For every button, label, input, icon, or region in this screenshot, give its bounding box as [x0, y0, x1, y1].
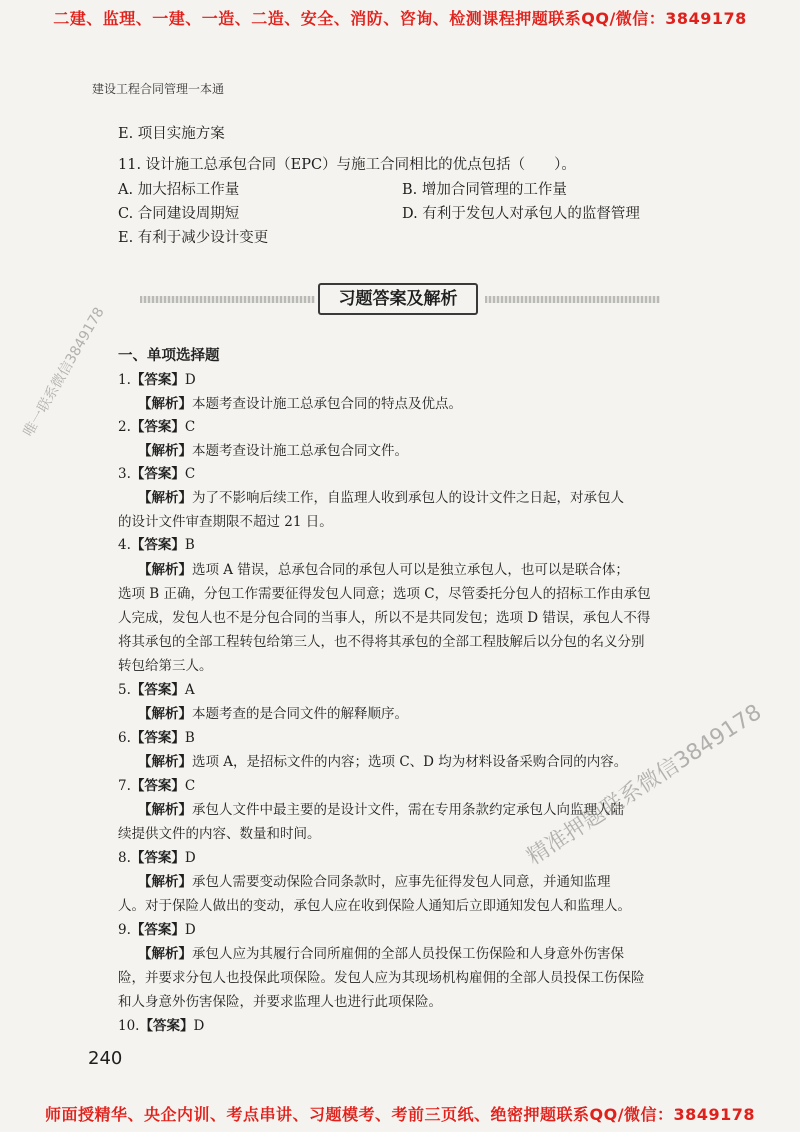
option-a: A. 加大招标工作量: [118, 182, 240, 198]
answer-label: 【答案】: [139, 1018, 194, 1034]
option-c: C. 合同建设周期短: [118, 206, 240, 222]
running-head: 建设工程合同管理一本通: [92, 82, 225, 96]
answer-line: [118, 535, 195, 555]
analysis-text: 选项 A 错误，总承包合同的承包人可以是独立承包人，也可以是联合体；: [192, 562, 629, 578]
analysis-line: [138, 752, 627, 772]
analysis-label: 【解析】: [138, 706, 192, 722]
analysis-label: 【解析】: [138, 443, 192, 459]
analysis-label: 【解析】: [138, 396, 192, 412]
top-ad-banner: 二建、监理、一建、一造、二造、安全、消防、咨询、检测课程押题联系QQ/微信：3849178: [53, 9, 747, 28]
analysis-continuation: 人。对于保险人做出的变动，承包人应在收到保险人通知后立即通知发包人和监理人。: [118, 898, 631, 914]
item-number: 6.: [118, 730, 131, 746]
subsection-title: 一、单项选择题: [118, 347, 220, 364]
item-number: 7.: [118, 778, 131, 794]
watermark-right: 精准押题联系微信3849178: [522, 699, 767, 871]
analysis-line: [138, 944, 624, 964]
item-number: 1.: [118, 372, 131, 388]
item-number: 8.: [118, 850, 131, 866]
answer-line: [118, 848, 196, 868]
analysis-line: [138, 394, 462, 414]
answer-line: [118, 680, 195, 700]
analysis-text: 承包人需要变动保险合同条款时，应事先征得发包人同意，并通知监理: [192, 874, 611, 890]
analysis-text: 承包人文件中最主要的是设计文件，需在专用条款约定承包人向监理人陆: [192, 802, 624, 818]
analysis-line: [138, 441, 408, 461]
answer-value: A: [184, 682, 195, 698]
analysis-label: 【解析】: [138, 562, 192, 578]
analysis-text: 本题考查的是合同文件的解释顺序。: [192, 706, 408, 722]
answer-value: D: [193, 1018, 205, 1034]
analysis-text: 本题考查设计施工总承包合同文件。: [192, 443, 408, 459]
answer-value: C: [184, 466, 196, 482]
page-number: 240: [88, 1048, 123, 1069]
analysis-label: 【解析】: [138, 490, 192, 506]
analysis-label: 【解析】: [138, 874, 192, 890]
answer-value: C: [184, 778, 196, 794]
answer-line: [118, 417, 195, 437]
item-number: 2.: [118, 419, 131, 435]
answer-line: [118, 1016, 204, 1036]
analysis-text: 承包人应为其履行合同所雇佣的全部人员投保工伤保险和人身意外伤害保: [192, 946, 624, 962]
answer-label: 【答案】: [130, 922, 185, 938]
answer-label: 【答案】: [130, 850, 185, 866]
analysis-line: [138, 488, 624, 508]
option-e: E. 有利于减少设计变更: [118, 230, 269, 246]
answer-value: D: [184, 922, 196, 938]
item-number: 9.: [118, 922, 131, 938]
question-stem: 11. 设计施工总承包合同（EPC）与施工合同相比的优点包括（ ）。: [118, 157, 576, 173]
answer-value: D: [184, 850, 196, 866]
analysis-continuation: 人完成，发包人也不是分包合同的当事人，所以不是共同发包；选项 D 错误，承包人不得: [118, 610, 651, 626]
answer-value: D: [184, 372, 196, 388]
decorative-rule-right: [485, 296, 660, 303]
answer-label: 【答案】: [130, 419, 185, 435]
answer-line: [118, 920, 196, 940]
answer-line: [118, 464, 195, 484]
answer-value: B: [184, 537, 195, 553]
analysis-text: 选项 A，是招标文件的内容；选项 C、D 均为材料设备采购合同的内容。: [192, 754, 628, 770]
analysis-line: [138, 800, 624, 820]
answer-label: 【答案】: [130, 537, 185, 553]
answer-label: 【答案】: [130, 682, 185, 698]
decorative-rule-left: [140, 296, 315, 303]
section-title-bar: [140, 283, 660, 315]
watermark-left: 唯一联系微信3849178: [20, 304, 108, 440]
analysis-continuation: 选项 B 正确，分包工作需要征得发包人同意；选项 C，尽管委托分包人的招标工作由承包: [118, 586, 651, 602]
answer-line: [118, 370, 196, 390]
answer-line: [118, 728, 195, 748]
analysis-line: [138, 560, 629, 580]
analysis-text: 为了不影响后续工作，自监理人收到承包人的设计文件之日起，对承包人: [192, 490, 624, 506]
answer-value: B: [184, 730, 195, 746]
bottom-ad-banner: 师面授精华、央企内训、考点串讲、习题模考、考前三页纸、绝密押题联系QQ/微信：3849178: [45, 1105, 755, 1124]
option-b: B. 增加合同管理的工作量: [402, 182, 567, 198]
answer-label: 【答案】: [130, 730, 185, 746]
item-number: 4.: [118, 537, 131, 553]
answer-label: 【答案】: [130, 372, 185, 388]
analysis-label: 【解析】: [138, 754, 192, 770]
analysis-continuation: 将其承包的全部工程转包给第三人，也不得将其承包的全部工程肢解后以分包的名义分别: [118, 634, 645, 650]
analysis-continuation: 和人身意外伤害保险，并要求监理人也进行此项保险。: [118, 994, 442, 1010]
section-heading: 习题答案及解析: [318, 283, 478, 315]
answer-line: [118, 776, 195, 796]
analysis-label: 【解析】: [138, 946, 192, 962]
item-number: 10.: [118, 1018, 140, 1034]
analysis-continuation: 转包给第三人。: [118, 658, 213, 674]
analysis-continuation: 的设计文件审查期限不超过 21 日。: [118, 514, 333, 530]
item-number: 3.: [118, 466, 131, 482]
analysis-continuation: 续提供文件的内容、数量和时间。: [118, 826, 321, 842]
analysis-text: 本题考查设计施工总承包合同的特点及优点。: [192, 396, 462, 412]
analysis-label: 【解析】: [138, 802, 192, 818]
analysis-continuation: 险，并要求分包人也投保此项保险。发包人应为其现场机构雇佣的全部人员投保工伤保险: [118, 970, 645, 986]
answer-value: C: [184, 419, 196, 435]
prev-option-e: E. 项目实施方案: [118, 126, 225, 142]
answer-label: 【答案】: [130, 778, 185, 794]
item-number: 5.: [118, 682, 131, 698]
analysis-line: [138, 704, 408, 724]
analysis-line: [138, 872, 611, 892]
option-d: D. 有利于发包人对承包人的监督管理: [402, 206, 640, 222]
answer-label: 【答案】: [130, 466, 185, 482]
